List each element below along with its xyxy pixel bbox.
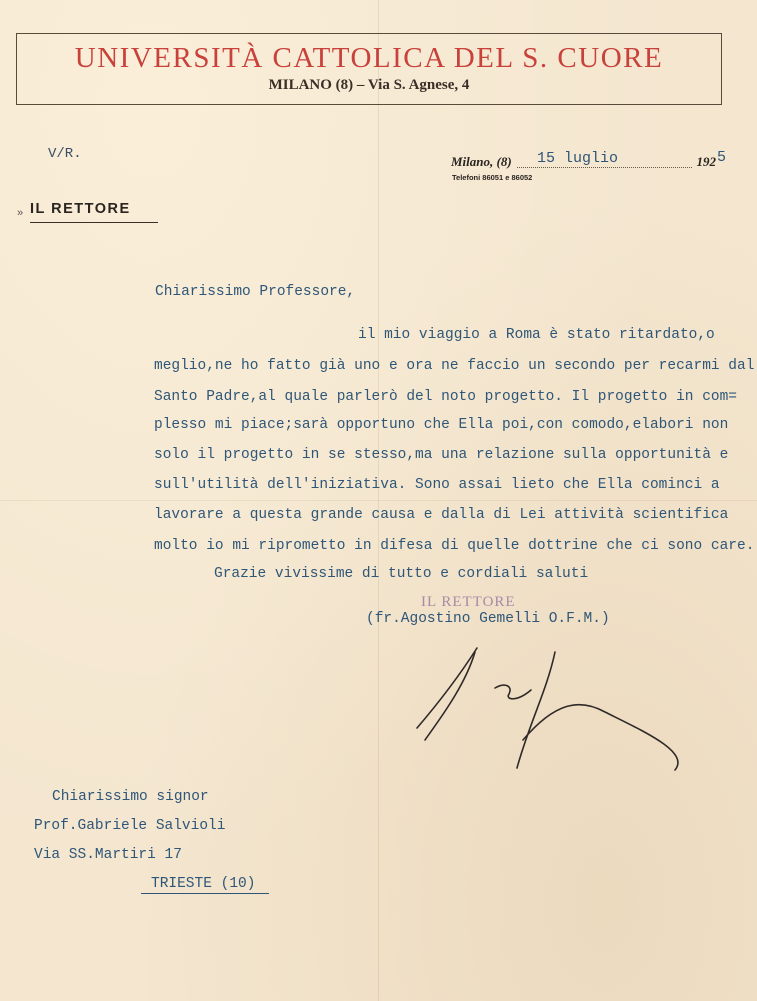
date-year-digit: 5 xyxy=(716,149,726,166)
institution-address: MILANO (8) – Via S. Agnese, 4 xyxy=(268,77,470,93)
recipient-street: Via SS.Martiri 17 xyxy=(34,847,182,863)
date-dotted-rule xyxy=(517,167,692,168)
caret-mark: » xyxy=(17,207,24,219)
recipient-city: TRIESTE (10) xyxy=(151,876,256,892)
date-line xyxy=(451,149,726,172)
phone-numbers: Telefoni 86051 e 86052 xyxy=(452,173,533,182)
body-line-6: sull'utilità dell'iniziativa. Sono assai lieto che Ella cominci a xyxy=(154,477,720,493)
body-line-1: il mio viaggio a Roma è stato ritardato,o xyxy=(358,327,715,343)
body-line-8: molto io mi riprometto in difesa di quelle dottrine che ci sono care. xyxy=(154,538,755,554)
letterhead xyxy=(16,33,722,105)
closing-line: Grazie vivissime di tutto e cordiali saluti xyxy=(214,566,589,582)
recipient-city-underline xyxy=(141,893,269,894)
recipient-title: Chiarissimo signor xyxy=(52,789,209,805)
office-underline xyxy=(30,222,158,223)
handwritten-signature xyxy=(405,640,695,780)
date-year-prefix: 192 xyxy=(696,154,716,169)
body-line-5: solo il progetto in se stesso,ma una relazione sulla opportunità e xyxy=(154,447,729,463)
recipient-name: Prof.Gabriele Salvioli xyxy=(34,818,226,834)
date-place: Milano, (8) xyxy=(451,154,512,169)
salutation: Chiarissimo Professore, xyxy=(155,284,356,300)
date-day-month: 15 luglio xyxy=(537,150,619,167)
institution-name: UNIVERSITÀ CATTOLICA DEL S. CUORE xyxy=(74,42,664,74)
body-line-7: lavorare a questa grande causa e dalla di Lei attività scientifica xyxy=(154,507,729,523)
reference-mark: V/R. xyxy=(48,146,82,162)
paper-fold-horizontal xyxy=(0,500,757,501)
body-line-3: Santo Padre,al quale parlerò del noto progetto. Il progetto in com= xyxy=(154,389,737,405)
body-line-4: plesso mi piace;sarà opportuno che Ella poi,con comodo,elabori non xyxy=(154,417,729,433)
office-heading: IL RETTORE xyxy=(30,201,131,217)
body-line-2: meglio,ne ho fatto già uno e ora ne faccio un secondo per recarmi dal xyxy=(154,358,755,374)
rector-stamp: IL RETTORE xyxy=(421,594,516,610)
signatory-name: (fr.Agostino Gemelli O.F.M.) xyxy=(366,611,610,627)
